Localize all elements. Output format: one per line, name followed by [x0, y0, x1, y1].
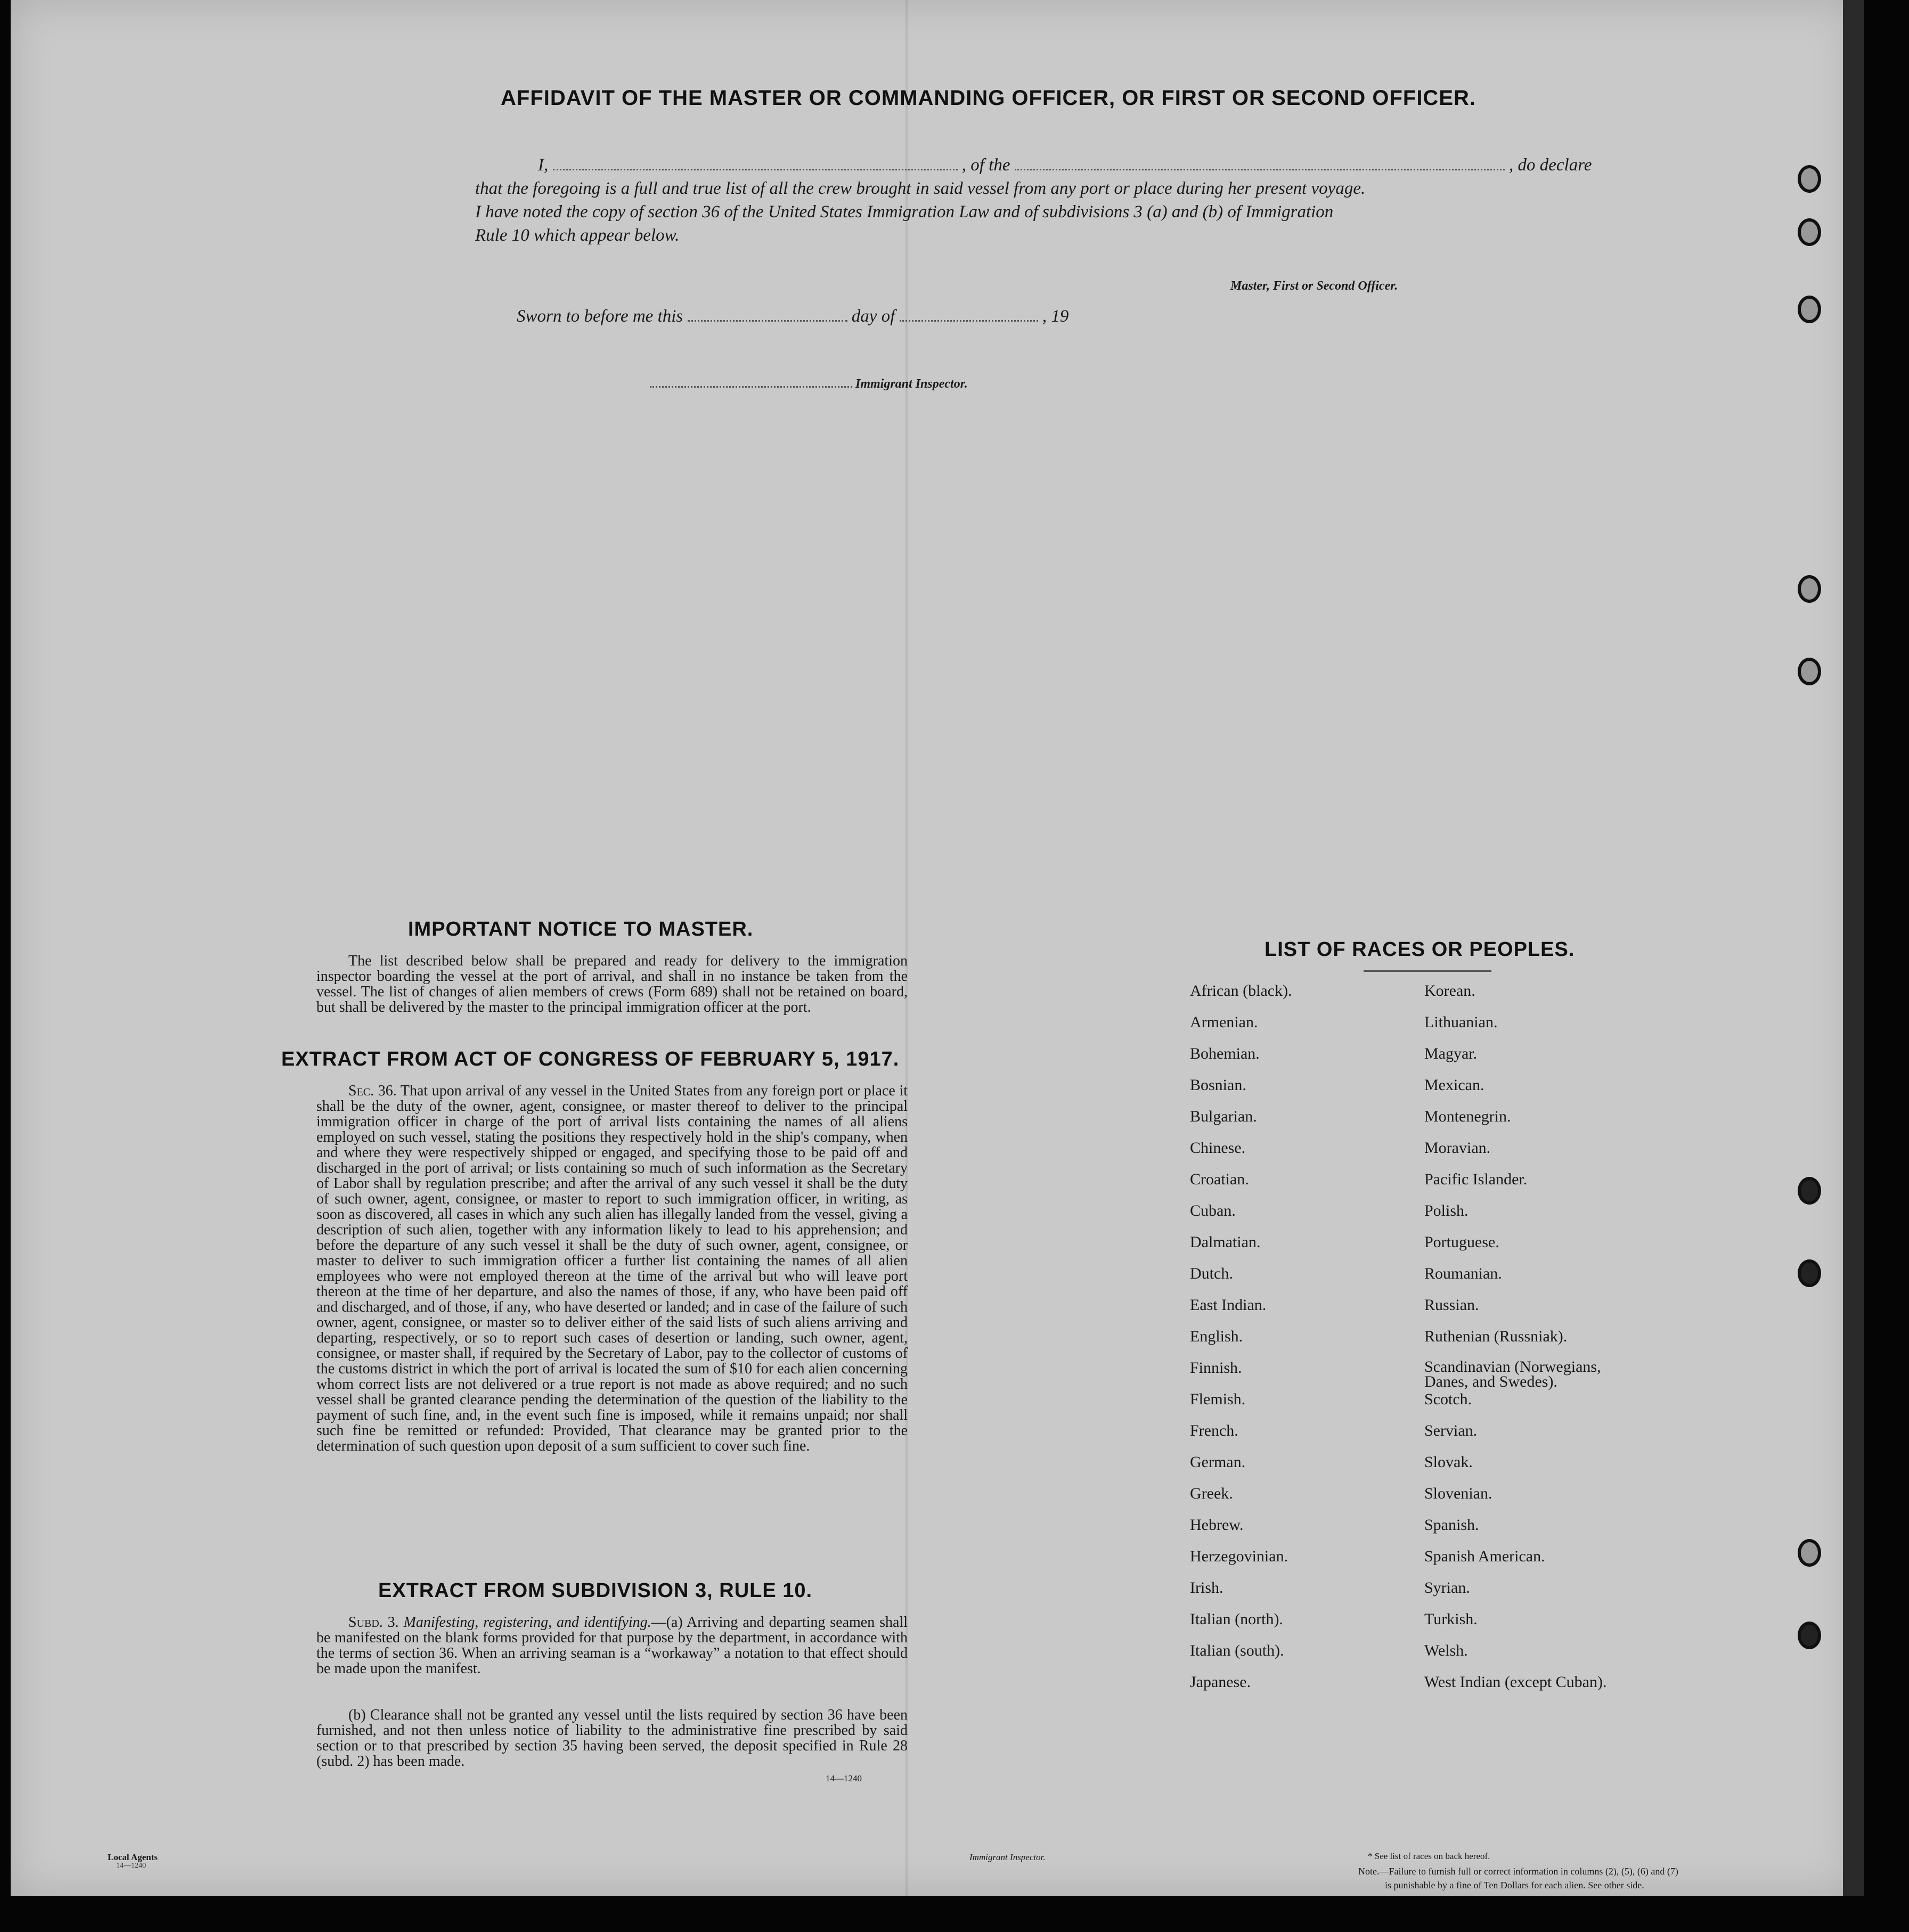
fold-line — [905, 0, 908, 1896]
affidavit-i-label: I, — [538, 155, 549, 175]
race-item: German. — [1190, 1453, 1246, 1471]
document-page — [11, 0, 1854, 1896]
inspector-blank — [650, 380, 852, 388]
race-item: Dalmatian. — [1190, 1233, 1261, 1251]
local-agents-label: Local Agents — [108, 1852, 158, 1862]
race-item: Portuguese. — [1424, 1233, 1499, 1251]
race-item: Japanese. — [1190, 1673, 1251, 1691]
binding-hole — [1798, 296, 1821, 323]
races-right-column — [1424, 983, 1648, 1705]
binding-hole — [1798, 658, 1821, 685]
rule-extract-text-a — [316, 1615, 908, 1676]
race-item: Pacific Islander. — [1424, 1170, 1528, 1188]
race-item: Herzegovinian. — [1190, 1548, 1288, 1565]
race-item: Russian. — [1424, 1296, 1479, 1314]
race-item: Italian (south). — [1190, 1642, 1284, 1659]
race-item: Syrian. — [1424, 1579, 1470, 1597]
race-item: Cuban. — [1190, 1202, 1236, 1219]
sworn-prefix: Sworn to before me this — [517, 307, 683, 326]
sworn-line — [517, 307, 1068, 326]
day-blank — [688, 308, 847, 322]
footer-note-1: Note.—Failure to furnish full or correct information in columns (2), (5), (6) and (7) — [1358, 1866, 1678, 1877]
race-item: Montenegrin. — [1424, 1108, 1511, 1125]
subd-label: Subd. 3. — [348, 1614, 399, 1631]
section-36-body: That upon arrival of any vessel in the United States from any foreign port or place it shall be the duty of the owner, agent, consignee, or master thereof to deliver to the principal immigration officer in charge of the port of arrival lists containing the names of all aliens employed on such vessel, stating the positions they respectively hold in the ship's company, when and where they were respectively shipped or engaged, and specifying those to be paid off and discharged in the port of arrival; or lists containing so much of such information as the Secretary of Labor shall by regulation prescribe; and after the arrival of any such vessel it shall be the duty of such owner, agent, consignee, or master to report to such immigration officer, in writing, as soon as discovered, all cases in which any such alien has illegally landed from the vessel, giving a description of such alien, together with any information likely to lead to his apprehension; and before the departure of any such vessel it shall be the duty of such owner, agent, consignee, or master to deliver to such immigration officer a further list containing the names of all alien employees who were not employed thereon at the time of the arrival but who will leave port thereon at the time of her departure, and also the names of those, if any, who have been paid off and discharged, and of those, if any, who have deserted or landed; and in case of the failure of such owner, agent, consignee, or master so to deliver either of the said lists of such aliens arriving and departing, respectively, or so to report such cases of desertion or landing, such owner, agent, consignee, or master shall, if required by the Secretary of Labor, pay to the collector of customs of the customs district in which the port of arrival is located the sum of $10 for each alien concerning whom correct lists are not delivered or a true report is not made as above required; and no such vessel shall be granted clearance pending the determination of the question of the liability to the payment of such fine, and, in the event such fine is imposed, while it remains unpaid; nor shall such fine be remitted or refunded: Provided, That clearance may be granted prior to the determination of such question upon deposit of a sum sufficient to cover such fine. — [316, 1083, 908, 1454]
race-item: Finnish. — [1190, 1359, 1242, 1377]
race-item: Greek. — [1190, 1485, 1233, 1502]
affidavit-line-3: I have noted the copy of section 36 of the United States Immigration Law and of subdivisions 3 (a) and (b) of Immigration — [475, 202, 1334, 222]
race-item: Welsh. — [1424, 1642, 1468, 1659]
race-item: Mexican. — [1424, 1076, 1484, 1094]
inspector-label: Immigrant Inspector. — [855, 377, 968, 391]
race-item: Turkish. — [1424, 1610, 1478, 1628]
binding-hole — [1798, 575, 1821, 603]
form-number: 14—1240 — [826, 1773, 862, 1783]
race-item: East Indian. — [1190, 1296, 1267, 1314]
race-item: Bosnian. — [1190, 1076, 1246, 1094]
month-blank — [900, 308, 1038, 322]
race-item: Slovak. — [1424, 1453, 1473, 1471]
footer-immigrant-inspector: Immigrant Inspector. — [969, 1852, 1046, 1862]
race-item: Roumanian. — [1424, 1265, 1502, 1282]
race-item: Spanish. — [1424, 1516, 1479, 1534]
race-item: Bohemian. — [1190, 1045, 1260, 1062]
page-edge-shadow — [1843, 0, 1864, 1896]
affidavit-line-4: Rule 10 which appear below. — [475, 226, 680, 245]
race-item: Irish. — [1190, 1579, 1223, 1597]
race-item: Scandinavian (Norwegians, Danes, and Swedes). — [1424, 1358, 1601, 1390]
race-item: Lithuanian. — [1424, 1013, 1498, 1031]
races-heading: LIST OF RACES OR PEOPLES. — [1264, 938, 1575, 961]
rule-extract-heading: EXTRACT FROM SUBDIVISION 3, RULE 10. — [378, 1579, 813, 1602]
footer-note-2: is punishable by a fine of Ten Dollars for each alien. See other side. — [1385, 1880, 1644, 1890]
subd-body-a: —(a) Arriving and departing seamen shall be manifested on the blank forms provided for that purpose by the department, in accordance with the terms of section 36. When an arriving seaman is a “workaway” a notation to that effect should be made upon the manifest. — [316, 1614, 908, 1677]
race-item: Croatian. — [1190, 1170, 1249, 1188]
notice-body: The list described below shall be prepared and ready for delivery to the immigration inspector boarding the vessel at the port of arrival, and shall in no instance be taken from the vessel. The list of changes of alien members of crews (Form 689) shall not be retained on board, but shall be delivered by the master to the principal immigration officer at the port. — [316, 953, 908, 1016]
race-item: Hebrew. — [1190, 1516, 1244, 1534]
rule-extract-text-b — [316, 1707, 908, 1769]
act-extract-text — [316, 1083, 908, 1454]
race-item: Polish. — [1424, 1202, 1469, 1219]
notice-heading: IMPORTANT NOTICE TO MASTER. — [408, 918, 754, 940]
notice-text — [316, 953, 908, 1015]
affidavit-line-2: that the foregoing is a full and true list of all the crew brought in said vessel from any port or place during her present voyage. — [475, 179, 1366, 198]
local-agents-number: 14—1240 — [116, 1862, 146, 1870]
vessel-blank — [1015, 157, 1505, 170]
affidavit-title: AFFIDAVIT OF THE MASTER OR COMMANDING OFFICER, OR FIRST OR SECOND OFFICER. — [501, 86, 1476, 110]
race-item: Moravian. — [1424, 1139, 1491, 1157]
master-signature-label: Master, First or Second Officer. — [1230, 279, 1398, 293]
race-item: Italian (north). — [1190, 1610, 1283, 1628]
race-item: Chinese. — [1190, 1139, 1246, 1157]
footer-see-list: * See list of races on back hereof. — [1368, 1851, 1490, 1861]
affidavit-line-1 — [538, 155, 1592, 175]
race-item: Slovenian. — [1424, 1485, 1492, 1502]
race-item: Spanish American. — [1424, 1548, 1545, 1565]
race-item: French. — [1190, 1422, 1238, 1439]
race-item: Scotch. — [1424, 1390, 1472, 1408]
binding-hole — [1798, 165, 1821, 193]
sworn-year: , 19 — [1042, 307, 1069, 326]
race-item: Bulgarian. — [1190, 1108, 1257, 1125]
races-left-column — [1190, 983, 1292, 1705]
race-item: Servian. — [1424, 1422, 1478, 1439]
binding-hole — [1798, 1622, 1821, 1649]
inspector-signature-line — [650, 377, 968, 391]
subd-title: Manifesting, registering, and identifying. — [403, 1614, 651, 1631]
race-item: West Indian (except Cuban). — [1424, 1673, 1607, 1691]
race-item: Ruthenian (Russniak). — [1424, 1328, 1568, 1345]
race-item: African (black). — [1190, 982, 1292, 1000]
race-item: Magyar. — [1424, 1045, 1478, 1062]
binding-hole — [1798, 1177, 1821, 1205]
binding-hole — [1798, 218, 1821, 246]
binding-hole — [1798, 1539, 1821, 1567]
name-blank — [553, 157, 958, 170]
sworn-day-of: day of — [851, 307, 895, 326]
race-item: Flemish. — [1190, 1390, 1246, 1408]
act-extract-heading: EXTRACT FROM ACT OF CONGRESS OF FEBRUARY 5, 1917. — [281, 1048, 900, 1070]
affidavit-of-the-label: , of the — [961, 155, 1010, 175]
race-item: Korean. — [1424, 982, 1475, 1000]
race-item: Armenian. — [1190, 1013, 1258, 1031]
race-item: English. — [1190, 1328, 1243, 1345]
races-heading-rule — [1364, 970, 1491, 972]
binding-hole — [1798, 1259, 1821, 1287]
subd-body-b: (b) Clearance shall not be granted any vessel until the lists required by section 36 have been furnished, and not then unless notice of liability to the administrative fine prescribed by said section or to that prescribed by section 35 having been served, the deposit specified in Rule 28 (subd. 2) has been made. — [316, 1707, 908, 1770]
race-item: Dutch. — [1190, 1265, 1233, 1282]
section-36-label: Sec. 36. — [348, 1083, 397, 1099]
affidavit-declare-label: , do declare — [1508, 155, 1592, 175]
